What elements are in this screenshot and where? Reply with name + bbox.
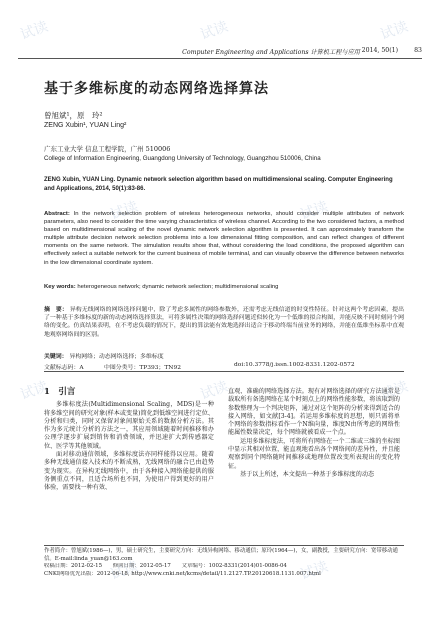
watermark: 试读	[108, 558, 141, 584]
authors-chinese: 曾旭斌¹，原 玲²	[44, 111, 103, 120]
watermark: 试读	[378, 18, 411, 44]
abstract-cn-text: 异构无线网络的网络选择问题中，除了考虑多属性的网络参数外，还需考虑无线信道的时变性特征。针对这两个考虑因素，提出了一种基于多维标度的新的动态网络选择算法，可将多属性决策的网络选择问题近似转化为一个低维的拟合构图，并能反映不同时刻同个网络的变化。仿真结果表明，在不考虑负载的情况下，提出的算法能有效地选择出适合于移动终端当前业务的网络，并能在低维坐标系中直观地观察网络间的区别。	[44, 307, 404, 338]
watermark: 试读	[378, 378, 411, 404]
watermark: 试读	[298, 558, 331, 584]
body-column-right	[228, 388, 400, 479]
keywords-english	[44, 284, 404, 290]
abstract-label: Abstract:	[44, 211, 70, 217]
affiliation-english: College of Information Engineering, Guangdong University of Technology, Guangzhou 510006, China	[44, 155, 321, 162]
paragraph: 运用多维标度法，可将所有网络在一个二维或三维的坐标图中显示其相对位置，能直观地看出各个网络间的差异性，并且能观察到同个网络随时间推移或地理位置改变所表现出的变化特征。	[228, 437, 400, 470]
watermark: 试读	[198, 18, 231, 44]
affiliation-chinese: 广东工业大学 信息工程学院，广州 510006	[44, 145, 171, 153]
paragraph: 基于以上所述，本文提出一种基于多维标度的动态	[240, 470, 375, 478]
doc-code: 文献标志码：A	[44, 365, 84, 371]
citation: ZENG Xubin, YUAN Ling. Dynamic network selection algorithm based on multidimensional scaling. Computer Engineering and Applications, 2014, 50(1):83-86.	[44, 177, 393, 192]
running-header	[18, 46, 422, 59]
footnote-dates: 收稿日期：2012-02-15 修回日期：2012-05-17 文章编号：1002-8331(2014)01-0086-04	[44, 563, 287, 570]
page-number: 83	[414, 47, 422, 54]
footnote-author-bio: 作者简介：曾旭斌(1986—)，男，硕士研究生，主要研究方向：无线异构网络、移动通信；原玲(1964—)，女，副教授，主要研究方向：宽带移动通信。E-mail:linda_yuan@163.com	[44, 548, 398, 562]
footnotes	[44, 545, 404, 578]
paragraph: 多维标度法(Multidimensional Scaling，MDS)是一种将多维空间的研究对象(样本或变量)简化到低维空间进行定位、分析和归类，同时又保留对象间原始关系的数据分析方法。其作为多元统计分析的方法之一，其应用领域随着时间推移和办公理学逐步扩展到销售和消费领域，并迅速扩大到传感器定位、医学等其他领域。	[44, 401, 214, 450]
keywords-cn-label: 关键词：	[44, 353, 68, 360]
footnote-cnki: CNKI网络优先出版：2012-06-18, http://www.cnki.net/kcms/detail/11.2127.TP.20120618.1131.007.html	[44, 570, 321, 577]
watermark: 试读	[108, 198, 141, 224]
paper-title: 基于多维标度的动态网络选择算法	[44, 81, 269, 97]
abstract-cn-label: 摘 要：	[44, 306, 68, 313]
paragraph: 面对移动通信领域，多维标度法亦同样能得以应用。随着多种无线通信接入技术的不断成熟，无线网络的融合已由趋势变为现实。在异构无线网络中，由于各种接入网络能提供的服务侧重点不同，且适合场所也不同，为使用户得到更好的用户体验，需要找一种有效、	[44, 451, 214, 492]
article-metadata	[44, 361, 404, 372]
watermark: 试读	[198, 378, 231, 404]
keywords-cn-text: 异构网络；动态网络选择；多维标度	[69, 354, 164, 360]
clc-number: 中图分类号：TP393；TN92	[104, 365, 181, 371]
authors-english: ZENG Xubin¹, YUAN Ling²	[44, 122, 127, 129]
section-heading: 1 引言	[44, 387, 76, 397]
year-issue: 2014, 50(1)	[361, 47, 398, 54]
keywords-en-text: heterogeneous network; dynamic network selection; multidimensional scaling	[77, 284, 279, 290]
abstract-text: In the network selection problem of wireless heterogeneous networks, should consider multiple attributes of network parameters, also need to consider the time varying characteristics of wireless channel. According to the two considered factors, a method based on multidimensional scaling of the novel dynamic network selection algorithm is presented. It can approximately transform the multiple attribute decision network selection problems into a low dimensional fitting composition, and can reflect changes of different moments on the same network. The simulation results show that, without considering the load conditions, the proposed algorithm can effectively select a suitable network for the current business of mobile terminal, and can visually observe the difference between networks in the low dimensional coordinate system.	[44, 211, 404, 266]
paragraph: 直观、准确的网络选择方法。现有对网络选择的研究方法通常是载取所有备选网络在某个时刻点上的网络性能参数，将该取到的参数整理为一个判决矩阵，通过对这个矩阵的分析来得到适合的接入网络，如文献[3-4]。若运用多维标度的思想，则只需将单个网络的参数指标看作一个N维向量，维度N由所考虑的网络性能属性数量决定，每个网络就被看成一个点。	[228, 388, 400, 437]
body-column-left	[44, 388, 214, 493]
watermark: 试读	[18, 378, 51, 404]
doi: doi:10.3778/j.issn.1002-8331.1202-0572	[234, 362, 355, 368]
watermark: 试读	[298, 198, 331, 224]
abstract-chinese	[44, 306, 404, 339]
keywords-en-label: Key words:	[44, 284, 76, 290]
keywords-chinese	[44, 351, 404, 360]
watermark: 试读	[18, 18, 51, 44]
journal-name: Computer Engineering and Applications 计算机工程与应用	[182, 49, 360, 56]
abstract-english	[44, 210, 404, 267]
